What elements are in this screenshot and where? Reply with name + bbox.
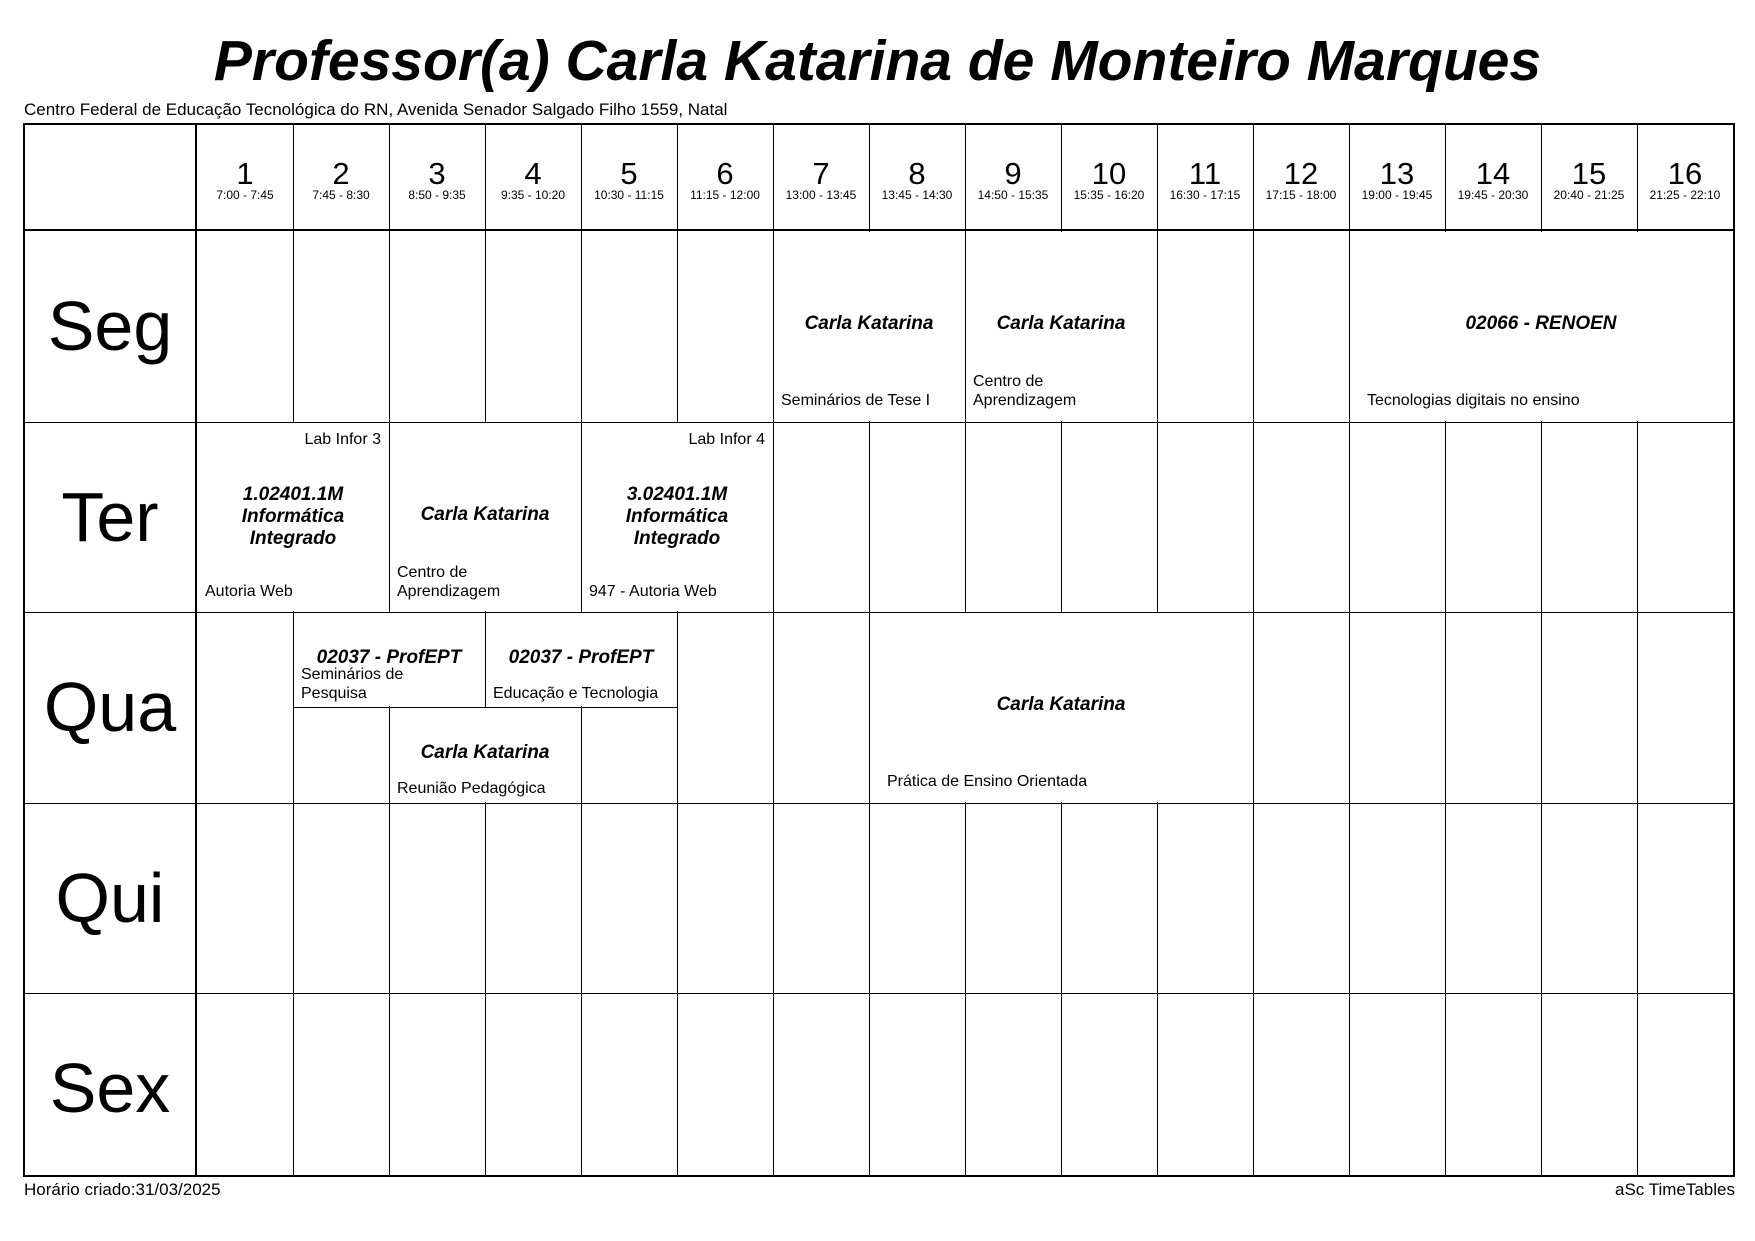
period-number: 13 [1379,156,1415,191]
day-column-divider [195,125,197,1175]
period-number: 12 [1283,156,1319,191]
period-time: 13:45 - 14:30 [881,188,953,202]
day-label: Qui [55,858,165,937]
lesson-subject: Reunião Pedagógica [397,780,546,798]
period-number: 7 [812,156,830,191]
header-divider [25,229,1733,231]
lesson-title: 02066 - RENOEN [1465,313,1617,334]
timetable-grid [23,123,1735,1177]
period-time: 21:25 - 22:10 [1649,188,1721,202]
day-row-line [25,993,1733,994]
lesson-room: Lab Infor 4 [688,430,765,448]
period-time: 16:30 - 17:15 [1169,188,1241,202]
period-number: 4 [524,156,542,191]
period-column-line [1253,125,1254,1175]
period-number: 6 [716,156,734,191]
created-date: Horário criado:31/03/2025 [24,1180,221,1199]
lesson-title: 02037 - ProfEPT [508,647,654,668]
lesson-subject: 947 - Autoria Web [589,582,717,600]
period-number: 16 [1667,156,1703,191]
school-address: Centro Federal de Educação Tecnológica do RN, Avenida Senador Salgado Filho 1559, Natal [24,100,728,119]
period-time: 10:30 - 11:15 [594,188,664,202]
period-number: 3 [428,156,446,191]
day-label: Qua [43,668,177,747]
period-column-line [677,125,678,1175]
period-time: 14:50 - 15:35 [977,188,1049,202]
page-title: Professor(a) Carla Katarina de Monteiro Marques [213,29,1542,93]
split-cell-line [485,612,486,707]
period-number: 9 [1004,156,1022,191]
period-number: 14 [1475,156,1511,191]
lesson-subject: Seminários de Pesquisa [301,666,404,702]
lesson-subject: Seminários de Tese I [781,392,931,409]
period-time: 7:45 - 8:30 [312,188,370,202]
lesson-title: 02037 - ProfEPT [316,647,462,668]
day-label: Ter [61,477,159,556]
lesson-subject: Tecnologias digitais no ensino [1367,392,1580,409]
software-credit: aSc TimeTables [1615,1180,1735,1199]
period-number: 15 [1571,156,1607,191]
period-time: 19:00 - 19:45 [1361,188,1433,202]
period-time: 15:35 - 16:20 [1073,188,1145,202]
period-number: 10 [1091,156,1127,191]
split-cell-line [389,707,390,802]
lesson-subject: Autoria Web [205,582,293,600]
period-time: 11:15 - 12:00 [690,188,760,202]
day-label: Seg [47,287,173,366]
period-number: 2 [332,156,350,191]
period-time: 20:40 - 21:25 [1553,188,1625,202]
lesson-title: Carla Katarina [996,313,1126,334]
period-number: 1 [236,156,254,191]
day-label: Sex [49,1049,171,1128]
split-cell-line [581,707,582,802]
lesson-title: Carla Katarina [804,313,934,334]
day-row-line [25,803,1733,804]
period-number: 8 [908,156,926,191]
period-time: 9:35 - 10:20 [500,188,566,202]
period-time: 8:50 - 9:35 [408,188,466,202]
split-cell-line [293,707,677,708]
period-number: 11 [1188,156,1222,191]
lesson-title: Carla Katarina [420,503,550,525]
lesson-subject: Centro de Aprendizagem [973,373,1077,409]
lesson-title: Carla Katarina [420,742,550,764]
period-time: 7:00 - 7:45 [216,188,274,202]
lesson-room: Lab Infor 3 [304,430,381,448]
period-number: 5 [620,156,638,191]
lesson-title: 1.02401.1M Informática Integrado [241,483,345,549]
lesson-title: Carla Katarina [996,694,1126,715]
period-time: 19:45 - 20:30 [1457,188,1529,202]
lesson-subject: Educação e Tecnologia [493,685,659,702]
lesson-subject: Prática de Ensino Orientada [887,773,1088,790]
period-time: 17:15 - 18:00 [1265,188,1337,202]
lesson-title: 3.02401.1M Informática Integrado [625,483,729,549]
period-time: 13:00 - 13:45 [785,188,857,202]
lesson-subject: Centro de Aprendizagem [397,563,501,600]
